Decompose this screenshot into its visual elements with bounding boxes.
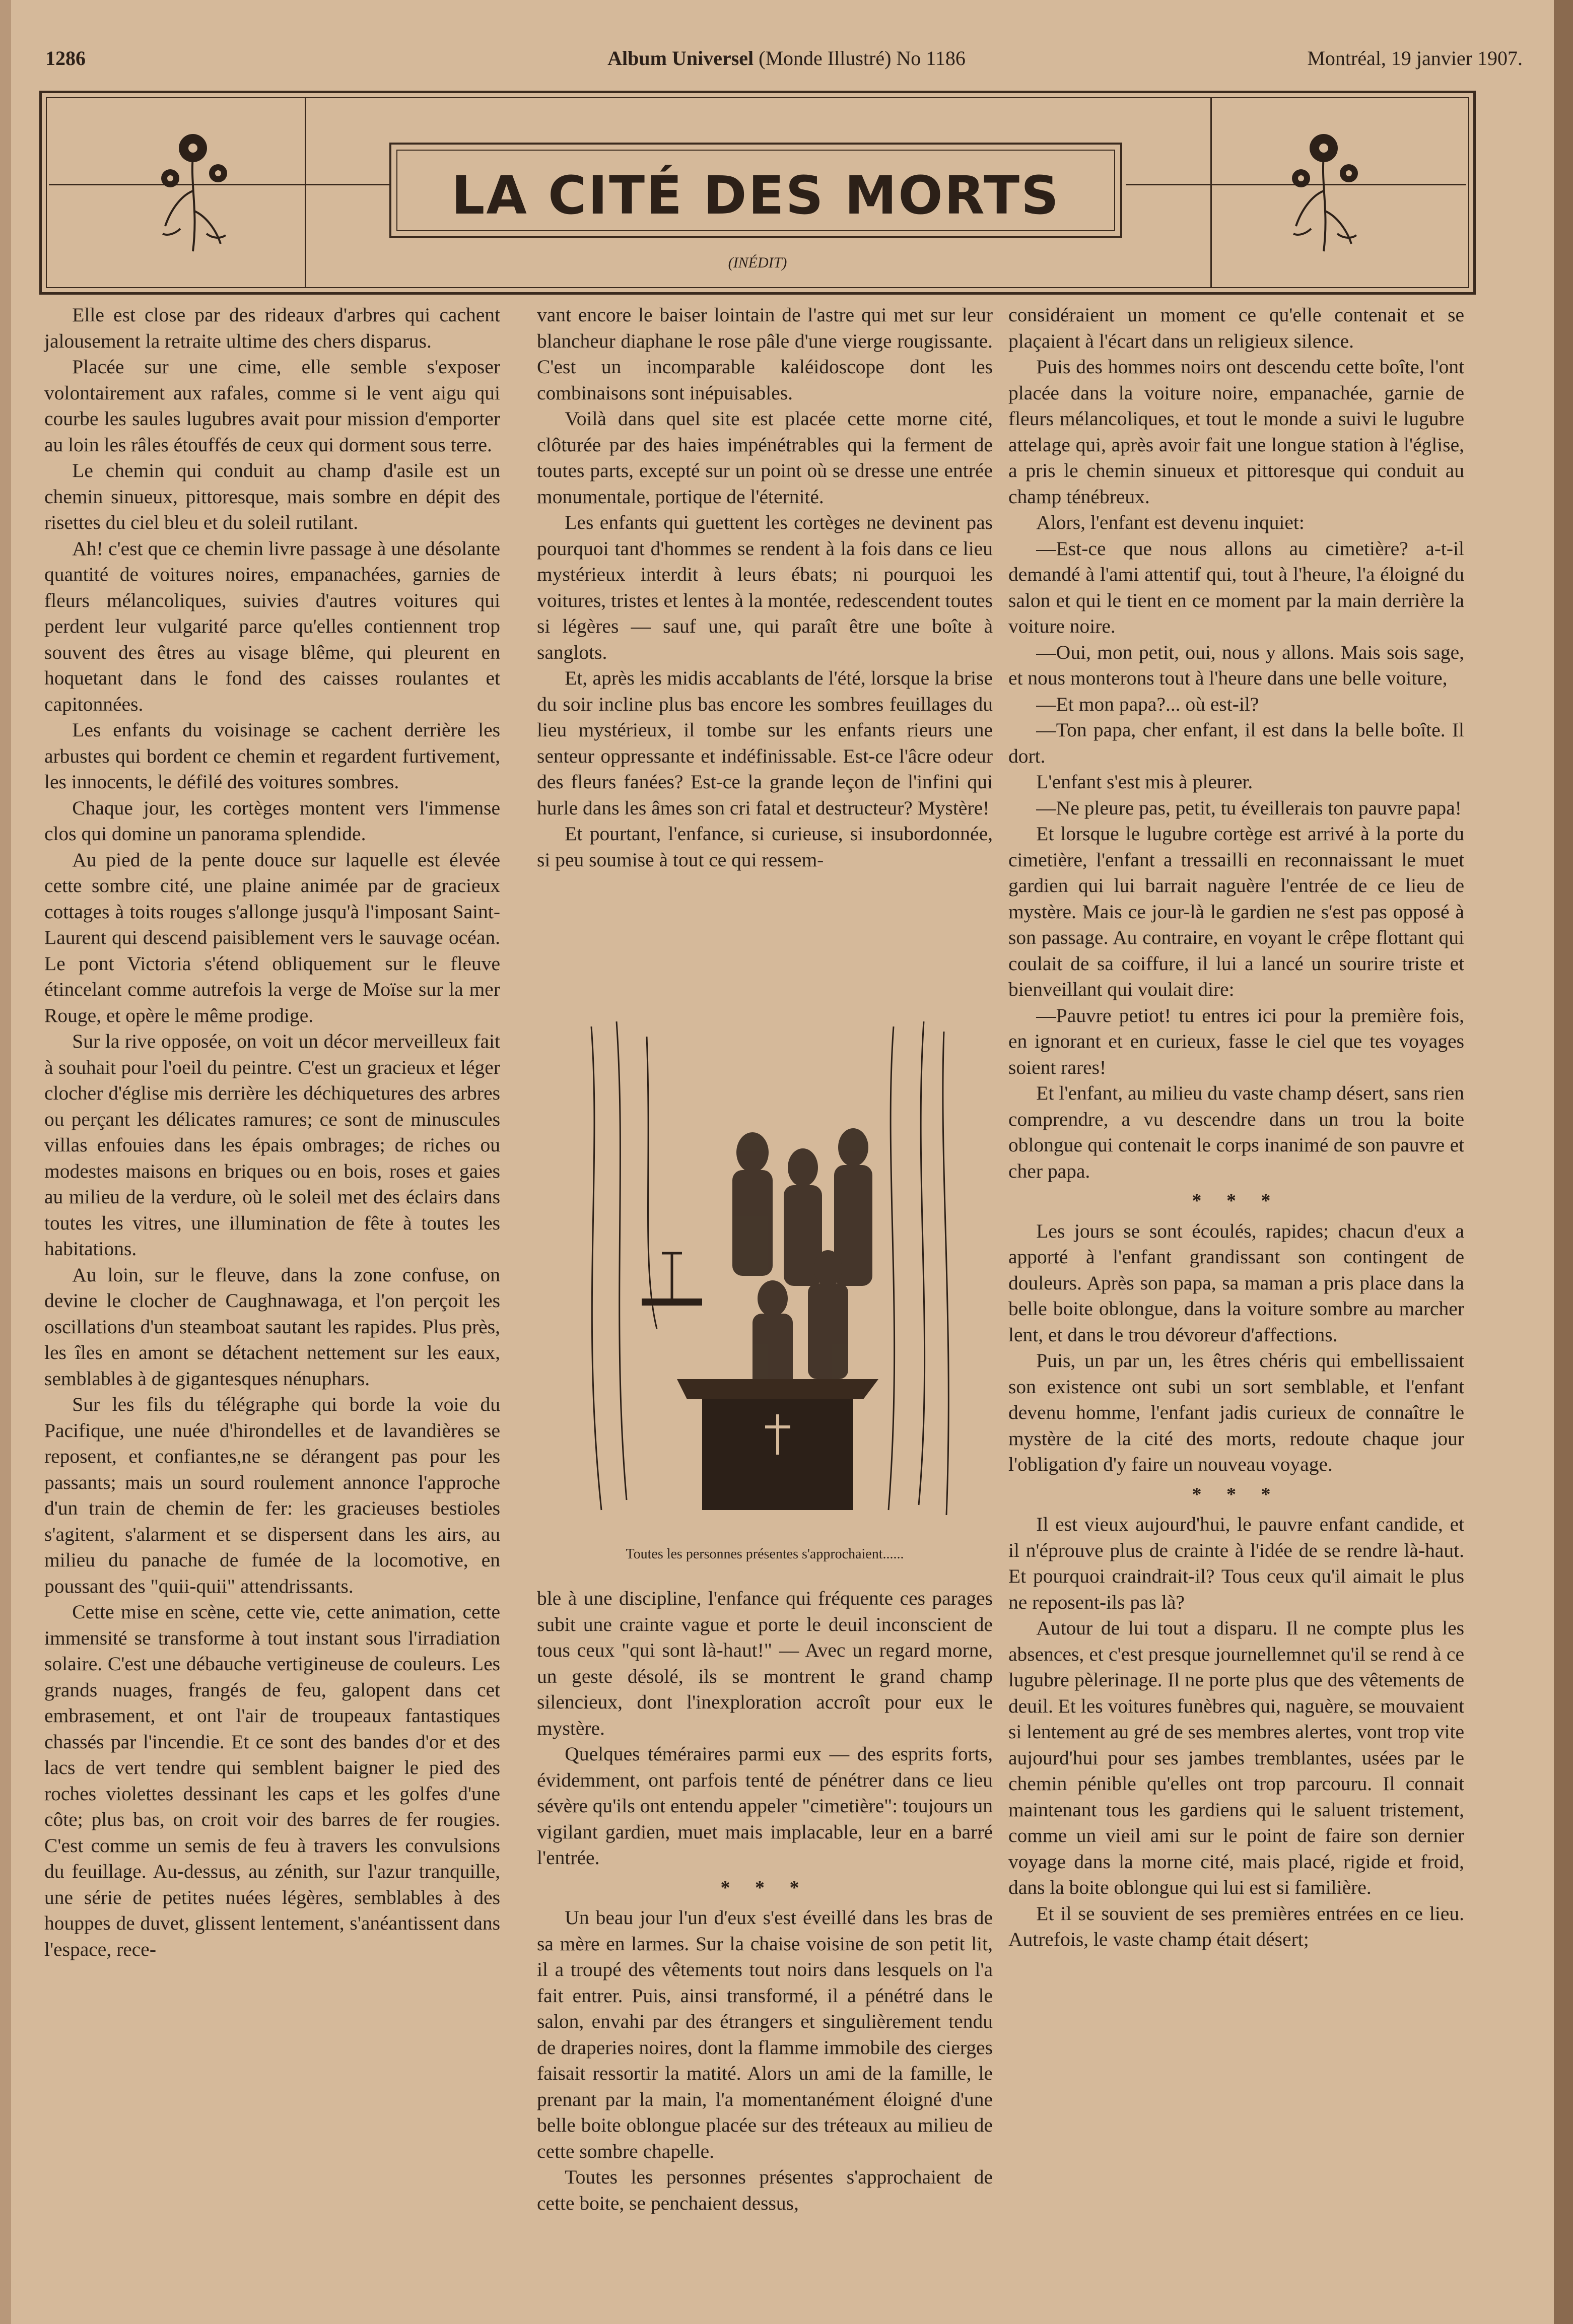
paragraph: Et il se souvient de ses premières entrées en ce lieu. Autrefois, le vaste champ était désert; [1008, 1902, 1464, 1950]
paragraph: Ah! c'est que ce chemin livre passage à une désolante quantité de voitures noires, empanachées, garnies de fleurs mélancoliques, suivies d'autres voitures qui perdent leur vulgarité parce qu'elles contiennent trop souvent des êtres au visage blême, qui pleurent en hoquetant dans le fond des caisses roulantes et capitonnées. [44, 537, 500, 715]
page-number: 1286 [45, 47, 86, 70]
paragraph: Au pied de la pente douce sur laquelle est élevée cette sombre cité, une plaine animée par de gracieux cottages à toits rouges s'allonge jusqu'à l'imposant Saint-Laurent qui descend paisiblement vers le sauvage océan. Le pont Victoria s'étend obliquement sur le fleuve étincelant comme autrefois la verge de Moïse sur la mer Rouge, et opère le même prodige. [44, 848, 500, 1027]
column-3 [1008, 302, 1464, 2312]
paragraph: Et lorsque le lugubre cortège est arrivé à la porte du cimetière, l'enfant a tressailli en reconnaissant le muet gardien qui lui barrait naguère l'entrée de ce lieu de mystère. Mais ce jour-là le gardien ne s'est pas opposé à son passage. Au contraire, en voyant le crêpe flottant qui coulait de sa coiffure, il lui a lancé un sourire triste et bienveillant qui voulait dire: [1008, 823, 1464, 1000]
paragraph: Placée sur une cime, elle semble s'exposer volontairement aux rafales, comme si le vent aigu qui courbe les saules lugubres avait pour mission d'emporter au loin les râles étouffés de ceux qui dorment sous terre. [44, 356, 500, 456]
paragraph: —Pauvre petiot! tu entres ici pour la première fois, en ignorant et en curieux, fasse le ciel que tes voyages soient rares! [1008, 1004, 1464, 1078]
paragraph: Et, après les midis accablants de l'été, lorsque la brise du soir incline plus bas encore les sombres feuillages du lieu mystérieux, il tombe sur les enfants rieurs une senteur oppressante et indéfinissable. Est-ce l'âcre odeur des fleurs fanées? Est-ce la grande leçon de l'infini qui hurle dans les âmes son cri fatal et destructeur? Mystère! [537, 667, 993, 819]
page-edge-right [1554, 0, 1573, 2324]
article-title: LA CITÉ DES MORTS [451, 165, 1060, 226]
paragraph: Au loin, sur le fleuve, dans la zone confuse, on devine le clocher de Caughnawaga, et l'on perçoit les oscillations d'un steamboat sautant les rapides. Plus près, les îles en amont se détachent nettement sur les eaux, semblables à de gigantesques nénuphars. [44, 1263, 500, 1390]
paragraph: Les enfants du voisinage se cachent derrière les arbustes qui bordent ce chemin et regardent furtivement, les innocents, le défilé des voitures sombres. [44, 719, 500, 793]
paragraph: Alors, l'enfant est devenu inquiet: [1036, 511, 1305, 533]
paragraph: Les enfants qui guettent les cortèges ne devinent pas pourquoi tant d'hommes se rendent à la fois dans ce lieu mystérieux interdit à leurs ébats; ni pourquoi les voitures, tristes et lentes à la montée, redescendent toutes si légères — sauf une, qui paraît être une boîte à sanglots. [537, 511, 993, 663]
column-2-bottom [537, 1586, 993, 2316]
paragraph: Chaque jour, les cortèges montent vers l'immense clos qui domine un panorama splendide. [44, 796, 500, 845]
publication-name: Album Universel [607, 47, 754, 70]
paragraph: Puis, un par un, les êtres chéris qui embellissaient son existence ont subi un sort semblable, et l'enfant devenu homme, l'enfant jadis curieux de connaître le mystère de la cité des morts, redoute chaque jour l'obligation d'y faire un nouveau voyage. [1008, 1349, 1464, 1475]
title-frame [389, 143, 1122, 238]
paragraph: —Est-ce que nous allons au cimetière? a-t-il demandé à l'ami attentif qui, tout à l'heure, l'a éloigné du salon et qui le tient en ce moment par la main derrière la voiture noire. [1008, 537, 1464, 637]
article-subtitle: (INÉDIT) [728, 254, 787, 271]
paragraph: Le chemin qui conduit au champ d'asile est un chemin sinueux, pittoresque, mais sombre en dépit des risettes du ciel bleu et du soleil rutilant. [44, 459, 500, 533]
paragraph: Un beau jour l'un d'eux s'est éveillé dans les bras de sa mère en larmes. Sur la chaise voisine de son petit lit, il a troupé des vêtements tout noirs dans lesquels on l'a fait entrer. Puis, ainsi transformé, il a pénétré dans le salon, envahi par des étrangers et singulièrement tendu de draperies noires, dont la flamme immobile des cierges faisait ressortir la matité. Alors un ami de la famille, le prenant par la main, l'a momentanément éloigné d'une belle boite oblongue placée sur des tréteaux au milieu de cette sombre chapelle. [537, 1906, 993, 2162]
paragraph: Sur les fils du télégraphe qui borde la voie du Pacifique, une nuée d'hirondelles et de lavandières se reposent, et confiantes,ne se dérangent pas pour les passants; mais un sourd roulement annonce l'approche d'un train de chemin de fer: les gracieuses bestioles s'agitent, s'alarment et se dispersent dans les airs, au milieu du panache de fumée de la locomotive, en poussant des "quii-quii" attendrissants. [44, 1393, 500, 1597]
paragraph: Elle est close par des rideaux d'arbres qui cachent jalousement la retraite ultime des chers disparus. [44, 304, 500, 352]
paragraph: vant encore le baiser lointain de l'astre qui met sur leur blancheur diaphane le rose pâle d'une vierge rougissante. C'est un incomparable kaléidoscope dont les combinaisons sont inépuisables. [537, 304, 993, 404]
place-date: Montréal, 19 janvier 1907. [1307, 47, 1523, 70]
paragraph: L'enfant s'est mis à pleurer. [1036, 771, 1253, 793]
paragraph: ble à une discipline, l'enfance qui fréquente ces parages subit une crainte vague et porte le deuil inconscient de tous ceux "qui sont là-haut!" — Avec un regard morne, un geste désolé, ils se montrent le grand champ silencieux, dont l'inexploration accroît pour eux le mystère. [537, 1587, 993, 1739]
paragraph: Il est vieux aujourd'hui, le pauvre enfant candide, et il n'éprouve plus de crainte à l'idée de se rendre là-haut. Et pourquoi craindrait-il? Tous ceux qu'il aimait le plus ne reposent-ils pas là? [1008, 1513, 1464, 1613]
title-banner [39, 91, 1476, 295]
paragraph: Sur la rive opposée, on voit un décor merveilleux fait à souhait pour l'oeil du peintre. C'est un gracieux et léger clocher d'église mis derrière les déchiquetures des arbres ou perçant les délicates ramures; ce sont de minuscules villas enfouies dans les épais ombrages; de riches ou modestes maisons en briques ou en bois, roses et gaies au milieu de la verdure, où le soleil met des éclairs dans toutes les vitres, une illumination de fête à toutes les habitations. [44, 1030, 500, 1260]
running-head [35, 46, 1538, 77]
paragraph: Autour de lui tout a disparu. Il ne compte plus les absences, et c'est presque journellemnet qu'il se rend à ce lugubre pèlerinage. Il ne porte plus que des vêtements de deuil. Et les voitures funèbres qui, naguère, se mouvaient si lentement au gré de ses membres alertes, vont trop vite aujourd'hui pour ses jambes tremblantes, usées par le chemin pénible qu'elles ont trop parcouru. Il connait maintenant tous les gardiens qui le saluent tristement, comme un vieil ami sur le point de faire son dernier voyage dans la morne cité, mais placé, rigide et froid, dans la boite oblongue qui lui est si familière. [1008, 1617, 1464, 1898]
paragraph: Les jours se sont écoulés, rapides; chacun d'eux a apporté à l'enfant grandissant son contingent de douleurs. Après son papa, sa maman a pris place dans la belle boite oblongue, dans la voiture sombre au marcher lent, et dans le trou dévoreur d'affections. [1008, 1219, 1464, 1346]
section-separator: * * * [720, 1877, 809, 1898]
paragraph: Voilà dans quel site est placée cette morne cité, clôturée par des haies impénétrables qui la ferment de toutes parts, excepté sur un point où se dresse une entrée monumentale, portique de l'éternité. [537, 407, 993, 508]
section-separator: * * * [1192, 1190, 1281, 1211]
paragraph: —Ne pleure pas, petit, tu éveillerais ton pauvre papa! [1036, 796, 1462, 819]
paragraph: —Et mon papa?... où est-il? [1036, 693, 1259, 715]
paragraph: Et l'enfant, au milieu du vaste champ désert, sans rien comprendre, a vu descendre dans un trou la boite oblongue qui contenait le corps inanimé de son pauvre et cher papa. [1008, 1082, 1464, 1182]
column-2-top [537, 302, 993, 985]
paragraph: Et pourtant, l'enfance, si curieuse, si insubordonnée, si peu soumise à tout ce qui ressem- [537, 823, 993, 871]
funeral-illustration [571, 1016, 969, 1535]
poppy-ornament-left-icon [150, 125, 236, 256]
column-1 [44, 302, 500, 2312]
paragraph: Cette mise en scène, cette vie, cette animation, cette immensité se transforme à tout instant sous l'irradiation solaire. C'est une débauche vertigineuse de couleurs. Les grands nuages, frangés de feu, galopent dans cet embrasement, et ont l'air de troupeaux fantastiques chassés par l'incendie. Et ce sont des bandes d'or et des lacs de vert tendre qui semblent baigner le pied des roches violettes dessinant les caps et les golfes d'une côte; plus bas, on croit voir des barres de fer rougies. C'est comme un semis de feu à travers les convulsions du feuillage. Au-dessus, au zénith, sur l'azur tranquille, une série de petites nuées légères, semblables à des houppes de duvet, glissent lentement, s'anéantissent dans l'espace, rece- [44, 1601, 500, 1960]
poppy-ornament-right-icon [1281, 125, 1366, 256]
paragraph: Puis des hommes noirs ont descendu cette boîte, l'ont placée dans la voiture noire, empanachée, garnie de fleurs mélancoliques, et tout le monde a suivi le lugubre attelage qui, après avoir fait une longue station à l'église, a pris le chemin sinueux et pittoresque qui conduit au champ ténébreux. [1008, 356, 1464, 508]
page-margin-left [0, 0, 11, 2324]
paragraph: Toutes les personnes présentes s'approchaient de cette boite, se penchaient dessus, [537, 2166, 993, 2214]
section-separator: * * * [1192, 1483, 1281, 1505]
publication-issue: (Monde Illustré) No 1186 [759, 47, 966, 70]
paragraph: —Oui, mon petit, oui, nous y allons. Mais sois sage, et nous monterons tout à l'heure dans une belle voiture, [1008, 641, 1464, 689]
paragraph: Quelques téméraires parmi eux — des esprits forts, évidemment, ont parfois tenté de pénétrer dans ce lieu sévère qu'ils ont entendu appeler "cimetière": toujours un vigilant gardien, muet mais implacable, leur en a barré l'entrée. [537, 1743, 993, 1869]
illustration-caption: Toutes les personnes présentes s'approchaient...... [626, 1546, 904, 1562]
paragraph: considéraient un moment ce qu'elle contenait et se plaçaient à l'écart dans un religieux silence. [1008, 304, 1464, 352]
paragraph: —Ton papa, cher enfant, il est dans la belle boîte. Il dort. [1008, 719, 1464, 767]
